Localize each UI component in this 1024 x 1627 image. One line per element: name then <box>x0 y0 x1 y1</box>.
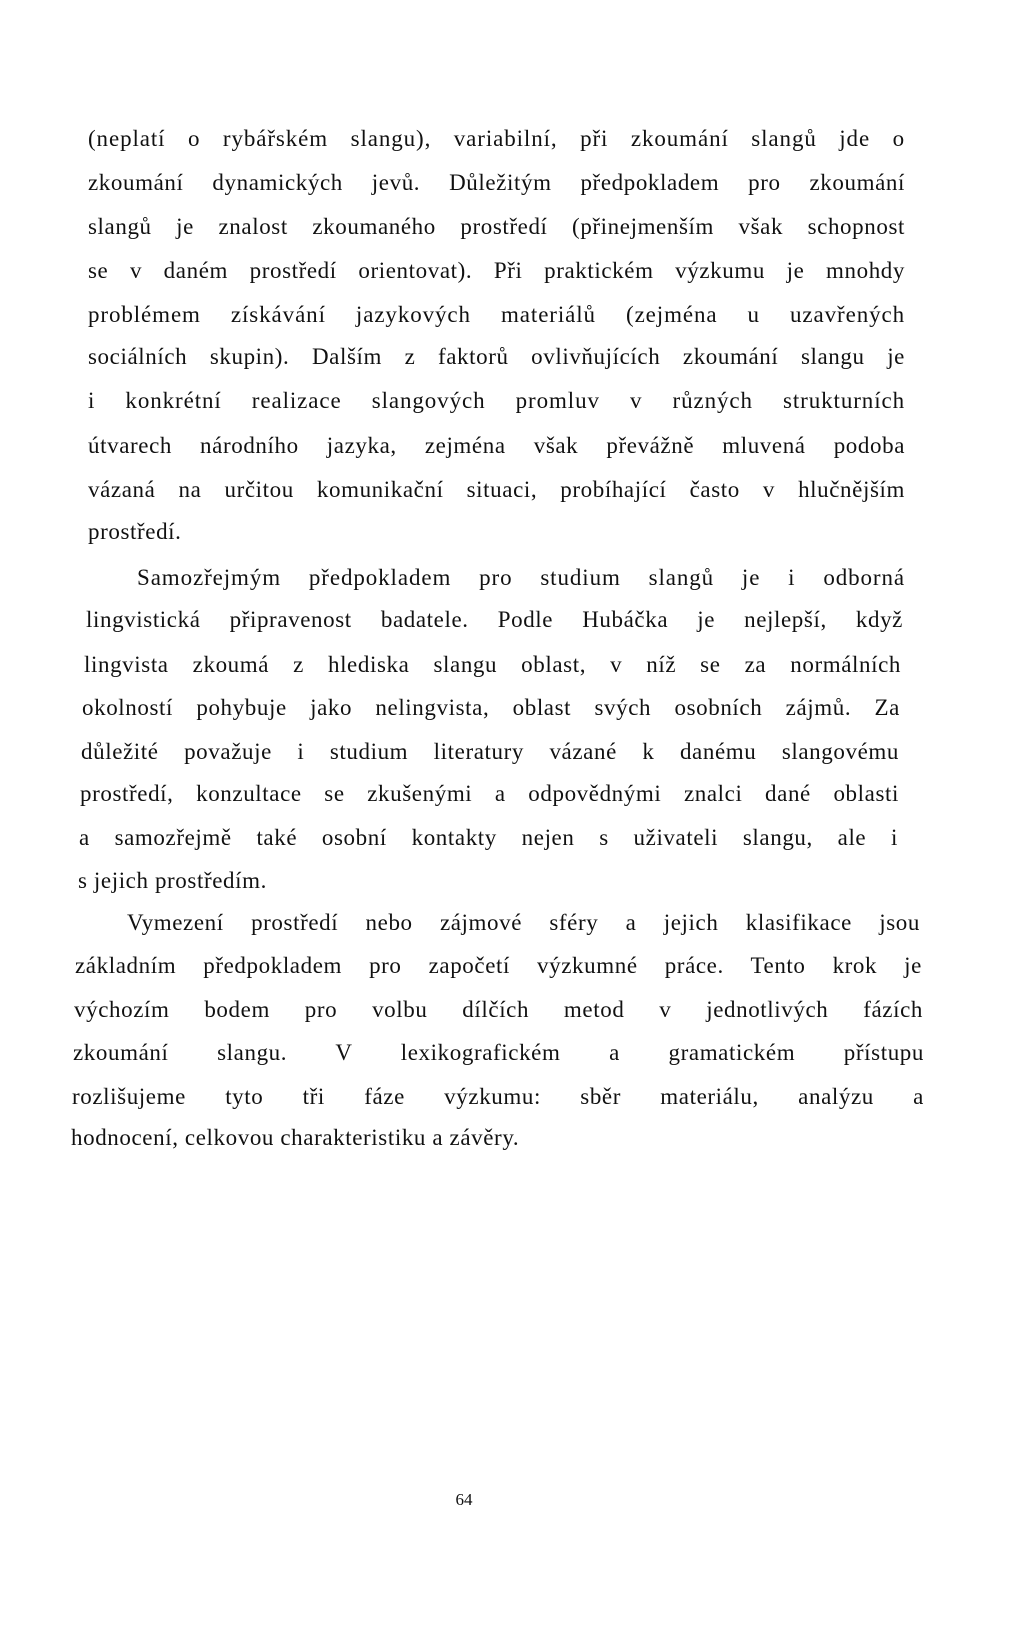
text-line-24: hodnocení, celkovou charakteristiku a závěry. <box>71 1125 520 1150</box>
page-number: 64 <box>455 1490 473 1509</box>
text-line-7: i konkrétní realizace slangových promluv v různých strukturních <box>88 388 905 413</box>
text-line-9: vázaná na určitou komunikační situaci, probíhající často v hlučnějším <box>88 477 905 502</box>
text-line-12: lingvistická připravenost badatele. Podle Hubáčka je nejlepší, když <box>86 607 903 632</box>
text-line-15: důležité považuje i studium literatury vázané k danému slangovému <box>81 739 899 764</box>
text-line-2: zkoumání dynamických jevů. Důležitým předpokladem pro zkoumání <box>88 170 905 195</box>
text-line-5: problémem získávání jazykových materiálů (zejména u uzavřených <box>88 302 905 327</box>
text-line-21: výchozím bodem pro volbu dílčích metod v jednotlivých fázích <box>74 997 923 1022</box>
text-line-17: a samozřejmě také osobní kontakty nejen s uživateli slangu, ale i <box>79 825 898 850</box>
text-line-22: zkoumání slangu. V lexikografickém a gramatickém přístupu <box>73 1040 924 1065</box>
text-line-8: útvarech národního jazyka, zejména však převážně mluvená podoba <box>88 433 905 458</box>
text-line-19: Vymezení prostředí nebo zájmové sféry a jejich klasifikace jsou <box>127 910 920 935</box>
text-line-13: lingvista zkoumá z hlediska slangu oblast, v níž se za normálních <box>84 652 901 677</box>
text-line-23: rozlišujeme tyto tři fáze výzkumu: sběr materiálu, analýzu a <box>72 1084 924 1109</box>
text-line-11: Samozřejmým předpokladem pro studium slangů je i odborná <box>137 565 905 590</box>
text-line-3: slangů je znalost zkoumaného prostředí (přinejmenším však schopnost <box>88 214 905 239</box>
text-line-4: se v daném prostředí orientovat). Při praktickém výzkumu je mnohdy <box>88 258 905 283</box>
text-line-20: základním předpokladem pro započetí výzkumné práce. Tento krok je <box>75 953 922 978</box>
text-line-16: prostředí, konzultace se zkušenými a odpovědnými znalci dané oblasti <box>80 781 899 806</box>
text-line-14: okolností pohybuje jako nelingvista, oblast svých osobních zájmů. Za <box>82 695 900 720</box>
text-line-10: prostředí. <box>88 519 182 544</box>
text-line-6: sociálních skupin). Dalším z faktorů ovlivňujících zkoumání slangu je <box>88 344 905 369</box>
text-line-18: s jejich prostředím. <box>78 868 267 893</box>
text-line-1: (neplatí o rybářském slangu), variabilní, při zkoumání slangů jde o <box>88 126 905 151</box>
